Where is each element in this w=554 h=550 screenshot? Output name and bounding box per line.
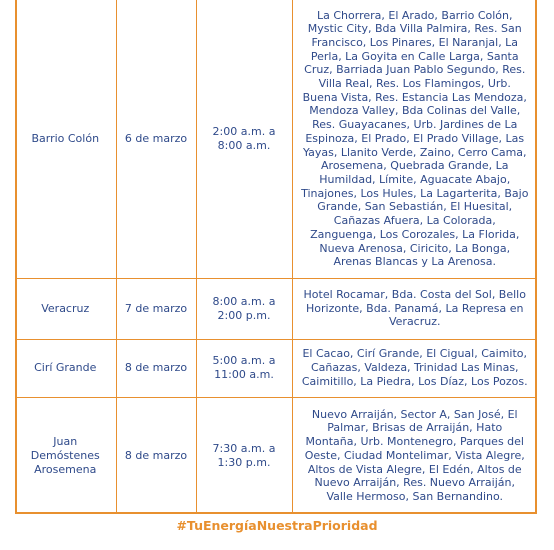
areas-cell: Nuevo Arraiján, Sector A, San José, El Palmar, Brisas de Arraiján, Hato Montaña, Urb. Montenegro, Parques del Oeste, Ciudad Montelimar, Vista Alegre, Altos de Vista Alegre, El Edén, Altos de Nuevo Arraiján, Res. Nuevo Arraiján, Valle Hermoso, San Bernandino.: [292, 397, 537, 514]
date-cell: 6 de marzo: [116, 0, 196, 278]
time-cell: 7:30 a.m. a 1:30 p.m.: [196, 397, 292, 514]
table-row: [15, 339, 537, 397]
location-cell: Juan Demóstenes Arosemena: [15, 397, 116, 514]
footer-hashtag: #TuEnergíaNuestraPrioridad: [176, 518, 378, 533]
areas-cell: El Cacao, Cirí Grande, El Cigual, Caimito, Cañazas, Valdeza, Trinidad Las Minas, Caimitillo, La Piedra, Los Díaz, Los Pozos.: [292, 339, 537, 397]
table-row: [15, 397, 537, 514]
date-cell: 8 de marzo: [116, 339, 196, 397]
outage-schedule-table: [15, 0, 537, 514]
areas-cell: Hotel Rocamar, Bda. Costa del Sol, Bello Horizonte, Bda. Panamá, La Represa en Veracruz.: [292, 278, 537, 339]
date-cell: 7 de marzo: [116, 278, 196, 339]
time-cell: 8:00 a.m. a 2:00 p.m.: [196, 278, 292, 339]
table-row: [15, 278, 537, 339]
areas-cell: La Chorrera, El Arado, Barrio Colón, Mystic City, Bda Villa Palmira, Res. San Francisco, Los Pinares, El Naranjal, La Perla, La Goyita en Calle Larga, Santa Cruz, Barriada Juan Pablo Segundo, Res. Villa Real, Res. Los Flamingos, Urb. Buena Vista, Res. Estancia Las Mendoza, Mendoza Valley, Bda Colinas del Valle, Res. Guayacanes, Urb. Jardines de La Espinoza, El Prado, El Prado Village, Las Yayas, Llanito Verde, Zaino, Cerro Cama, Arosemena, Quebrada Grande, La Humildad, Límite, Aguacate Abajo, Tinajones, Los Hules, La Lagarterita, Bajo Grande, San Sebastián, El Huesital, Cañazas Afuera, La Colorada, Zanguenga, Los Corozales, La Florida, Nueva Arenosa, Ciricito, La Bonga, Arenas Blancas y La Arenosa.: [292, 0, 537, 278]
time-cell: 5:00 a.m. a 11:00 a.m.: [196, 339, 292, 397]
time-cell: 2:00 a.m. a 8:00 a.m.: [196, 0, 292, 278]
location-cell: Veracruz: [15, 278, 116, 339]
location-cell: Cirí Grande: [15, 339, 116, 397]
location-cell: Barrio Colón: [15, 0, 116, 278]
table-row: [15, 0, 537, 278]
date-cell: 8 de marzo: [116, 397, 196, 514]
